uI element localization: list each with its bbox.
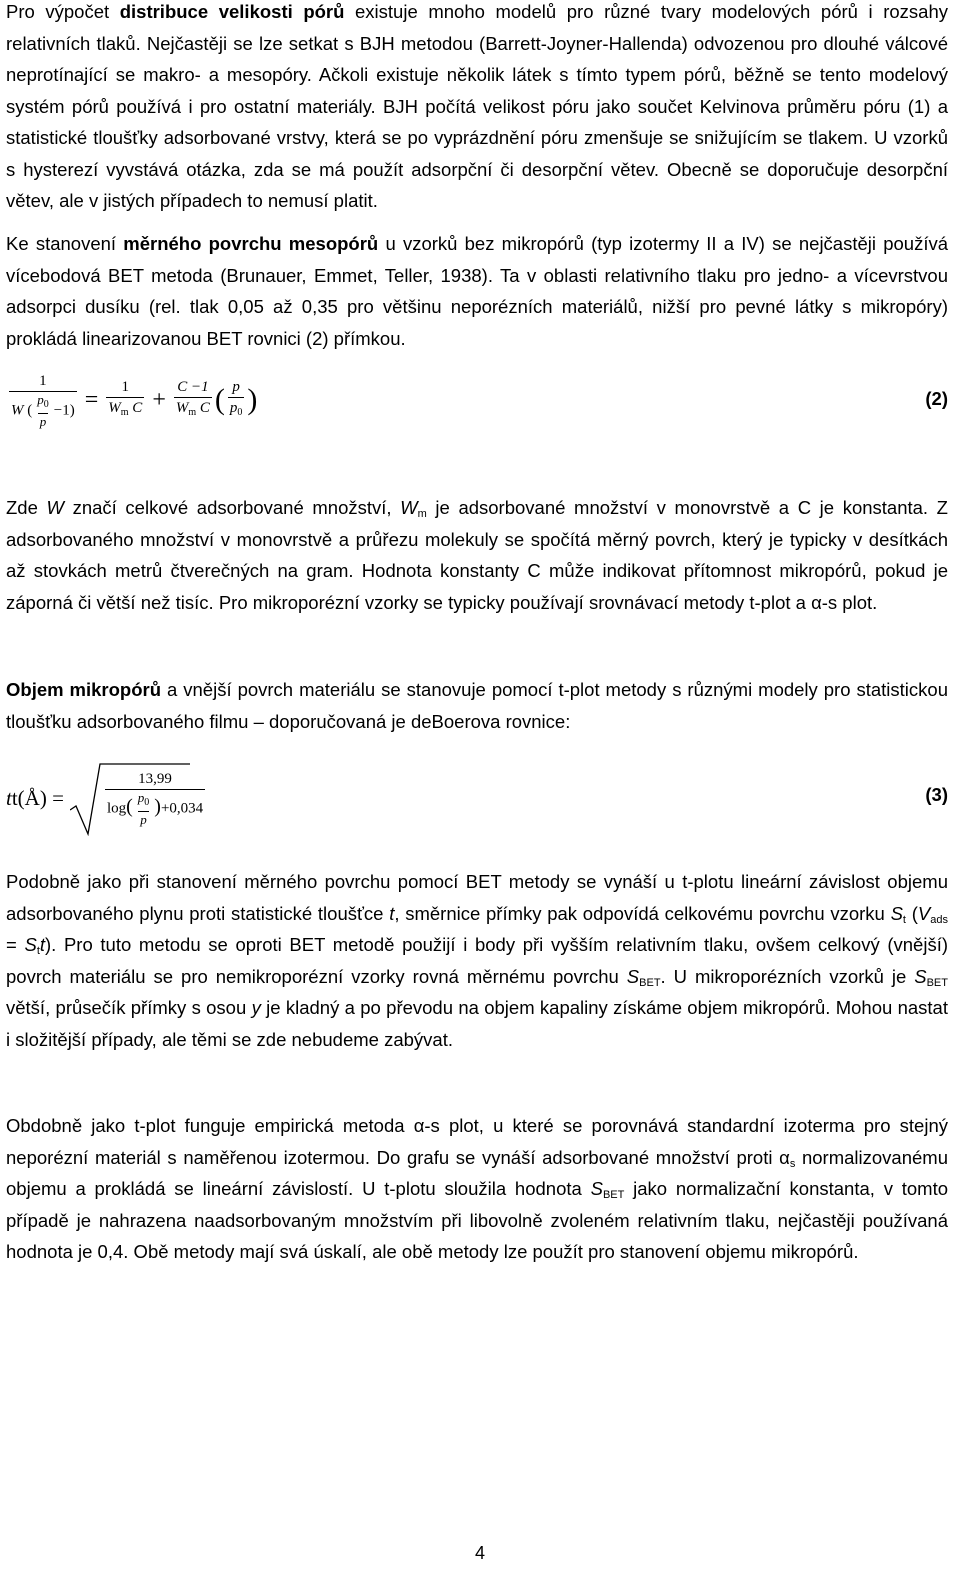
denominator — [174, 397, 212, 422]
bold-term: měrného povrchu mesopórů — [123, 233, 379, 254]
equation-number: (3) — [925, 784, 948, 805]
subscript: 0 — [237, 407, 243, 418]
symbol: W — [400, 497, 418, 518]
text: normalizovanému objemu a prokládá se lineární závislostí. U t-plotu sloužila hodnota — [6, 1146, 948, 1199]
symbol: S — [24, 934, 37, 955]
subscript: ads — [930, 913, 948, 926]
equals-sign: = — [84, 386, 99, 413]
fraction-rhs1 — [106, 378, 144, 422]
symbol: S — [626, 965, 640, 987]
fraction-lhs — [9, 372, 77, 429]
text: existuje mnoho modelů pro různé tvary modelových pórů i rozsahy relativních tlaků. Nejčastěji se lze setkat s BJH metodou (Barrett-Joyner-Hallenda) odvozenou pro dlouhé válcové neprotínající se makro- a mesopóry. Ačkoli existuje několik látek s tímto typem pórů, běžně se tento modelový systém pórů používá i pro ostatní materiály. BJH počítá velikost póru jako součet Kelvinova průměru póru (1) a statistické tloušťky adsorbované vrstvy, která se po vyprázdnění póru zmenšuje se snižujícím se tlakem. U vzorků s hysterezí vyvstává otázka, zda se má použít adsorpční či desorpční větev. Obecně se doporučuje desorpční větev, ale v jistých případech to nemusí platit. — [6, 1, 948, 211]
text: Podobně jako při stanovení měrného povrchu pomocí BET metody se vynáší u t-plotu lineární závislost objemu adsorbovaného plynu proti statistické tloušťce — [6, 871, 948, 924]
fraction-p0-p — [35, 393, 51, 429]
subscript: BET — [926, 976, 948, 989]
text: jako normalizační konstanta, v tomto případě je nahrazena naadsorbovaným množstvím při libovolně zvoleném relativním tlaku, nejčastěji používaná hodnota je 0,4. Obě metody mají svá úskalí, ale obě metody lze použít pro stanovení objemu mikropórů. — [6, 1178, 948, 1262]
text: Zde — [6, 497, 47, 518]
symbol: t — [389, 902, 395, 924]
symbol: S — [890, 902, 903, 924]
paragraph-bet-method — [6, 228, 948, 354]
page-number: 4 — [474, 1543, 485, 1563]
symbol-p: p — [37, 391, 44, 407]
symbol-c: C — [132, 400, 143, 416]
symbol-p: p — [229, 400, 238, 416]
symbol: S — [590, 1178, 603, 1199]
numerator: C −1 — [177, 379, 209, 395]
paragraph-alpha-s-plot — [6, 1110, 948, 1268]
plus-sign: + — [152, 386, 166, 413]
denominator: log( $\frac{p_0}{p}$ )+0,034 — [106, 789, 204, 827]
equation-bet-expression — [6, 370, 257, 430]
text: větší, průsečík přímky s osou — [6, 997, 252, 1018]
numerator: 1 — [39, 372, 47, 389]
subscript: 0 — [144, 796, 150, 808]
text: ). Pro tuto metodu se oproti BET metodě použijí i body při vyšším relativním tlaku, ovšem celkový (vnější) povrch materiálu se pro nemikroporézní vzorky rovná měrnému povrchu — [6, 934, 948, 987]
denominator — [106, 397, 144, 422]
text: Pro výpočet — [6, 1, 120, 22]
text: , směrnice přímky pak odpovídá celkovému povrchu vzorku — [394, 902, 891, 924]
paragraph-t-plot — [6, 866, 948, 1055]
equation-number: (2) — [925, 388, 948, 409]
fraction-deboer — [105, 770, 205, 827]
text: Obdobně jako t-plot funguje empirická metoda α-s plot, u které se porovnává standardní izoterma pro stejný neporézní materiál s naměřenou izotermou. Do grafu se vynáší adsorbované množství proti α — [6, 1115, 948, 1168]
subscript: BET — [639, 976, 661, 989]
text: u vzorků bez mikropórů (typ izotermy II a IV) se nejčastěji používá vícebodová BET metoda (Brunauer, Emmet, Teller, 1938). Ta v oblasti relativního tlaku pro jedno- a vícevrstvou adsorpci dusíku (rel. tlak 0,05 až 0,35 pro většinu neporézních materiálů, nižší pro pevné látky s mikropóry) prokládá linearizovanou BET rovnici (2) přímkou. — [6, 233, 948, 349]
left-paren: ( — [214, 383, 225, 416]
text: Ke stanovení — [6, 233, 124, 254]
numerator: 13,99 — [138, 770, 172, 787]
symbol-w: W — [175, 400, 189, 416]
symbol-p: p — [140, 811, 147, 827]
constant: +0,034 — [160, 799, 204, 816]
symbol: S — [914, 965, 927, 987]
symbol-p: p — [232, 379, 240, 395]
bold-term: distribuce velikosti pórů — [119, 1, 345, 22]
subscript: t — [902, 913, 906, 926]
subscript: s — [789, 1157, 796, 1170]
text: = — [6, 934, 25, 955]
denominator: W ( $\frac{p_0}{p}$ −1) — [11, 391, 75, 429]
text: a vnější povrch materiálu se stanovuje pomocí t-plot metody s různými modely pro statistickou tloušťku adsorbovaného filmu – doporučovaná je deBoerova rovnice: — [6, 679, 948, 732]
symbol: y — [251, 997, 261, 1018]
text: . U mikroporézních vzorků je — [660, 965, 915, 987]
equation-deboer-expression: tt(Å) = 13,99 log( $\frac{p_0}{p}$ )+0,034 — [6, 758, 205, 838]
text: značí celkové adsorbované množství, — [63, 497, 401, 518]
numerator: 1 — [121, 379, 130, 395]
right-paren: ) — [247, 383, 258, 416]
subscript: m — [188, 407, 197, 418]
symbol-w: W — [11, 401, 24, 418]
paragraph-constant-c — [6, 492, 948, 618]
lhs: t(Å) = — [11, 785, 64, 810]
fraction-rhs2 — [174, 378, 212, 422]
bold-term: Objem mikropórů — [6, 679, 162, 700]
equation-bet — [6, 370, 948, 430]
paragraph-micropore-volume — [6, 674, 948, 737]
subscript: 0 — [43, 398, 49, 410]
subscript: t — [36, 945, 40, 957]
symbol-w: W — [108, 400, 121, 416]
text: ( — [905, 902, 918, 924]
equation-deboer — [6, 758, 948, 838]
minus-one: −1 — [53, 401, 70, 418]
symbol-p: p — [39, 413, 47, 429]
paragraph-pore-size-distribution — [6, 0, 948, 217]
fraction-p-p0 — [228, 378, 245, 422]
symbol-c: C — [199, 400, 210, 416]
subscript: m — [417, 508, 427, 520]
subscript: m — [120, 407, 129, 418]
text: je kladný a po převodu na objem kapaliny získáme objem mikropórů. Mohou nastat i složitější případy, ale těmi se zde nebudeme zabývat. — [6, 997, 948, 1050]
symbol: V — [917, 902, 931, 924]
log: log — [106, 799, 127, 816]
symbol: W — [46, 497, 64, 518]
symbol: t — [39, 934, 46, 955]
subscript: BET — [602, 1189, 625, 1201]
symbol-p: p — [137, 789, 145, 805]
text: je adsorbované množství v monovrstvě a C je konstanta. Z adsorbovaného množství v monovrstvě a průřezu molekuly se spočítá měrný povrch, který je typicky v desítkách až stovkách metrů čtverečných na gram. Hodnota konstanty C může indikovat přítomnost mikropórů, pokud je záporná či větší než tisíc. Pro mikroporézní vzorky se typicky používají srovnávací metody t-plot a α-s plot. — [6, 497, 948, 613]
